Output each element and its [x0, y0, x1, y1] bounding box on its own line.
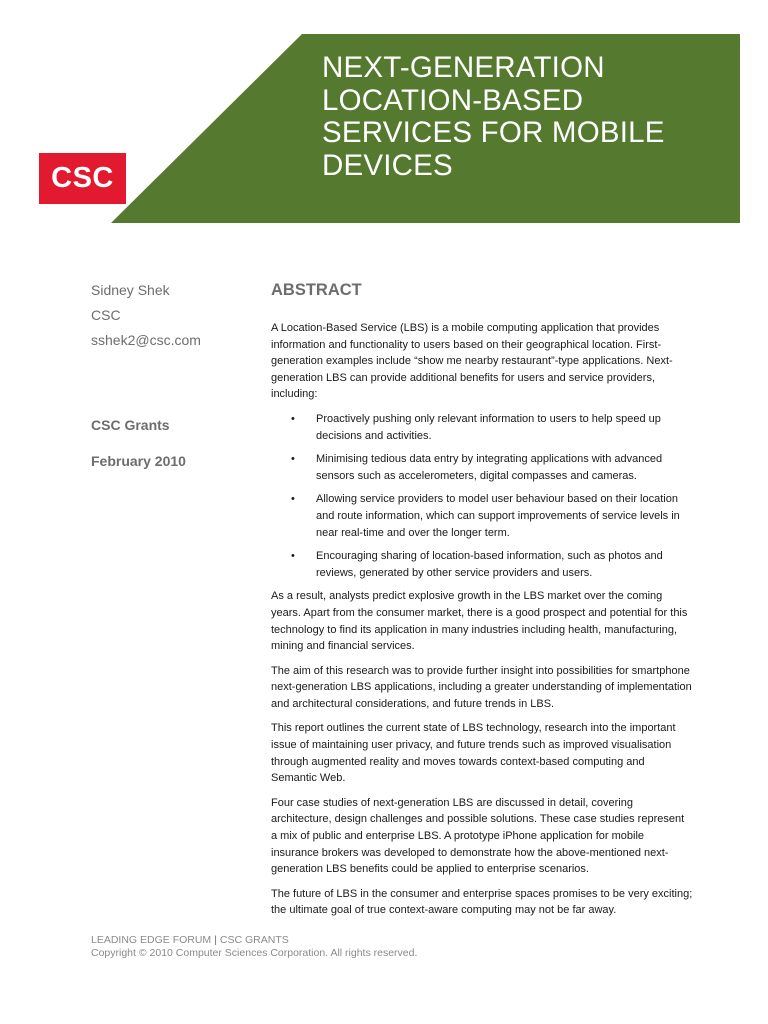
list-item — [271, 451, 693, 484]
csc-logo — [39, 153, 126, 204]
body-paragraph: This report outlines the current state of LBS technology, research into the important issue of maintaining user privacy, and future trends such as improved visualisation through augmented reality and moves towards context-based computing and Semantic Web. — [271, 722, 676, 785]
author-sidebar — [91, 278, 251, 469]
footer-grants: CSC GRANTS — [219, 934, 289, 946]
page-footer — [91, 934, 691, 960]
header-banner — [0, 0, 768, 240]
csc-logo-text: CSC — [51, 162, 114, 194]
benefits-list — [271, 411, 693, 581]
title-line-1: NEXT-GENERATION — [322, 51, 605, 84]
footer-copyright: Copyright © 2010 Computer Sciences Corporation. All rights reserved. — [91, 947, 418, 959]
publication-date: February 2010 — [91, 453, 186, 469]
list-item — [271, 548, 693, 581]
list-item-text: Minimising tedious data entry by integrating applications with advanced sensors such as accelerometers, digital compasses and cameras. — [316, 453, 663, 482]
document-title — [322, 52, 722, 182]
list-item-text: Encouraging sharing of location-based information, such as photos and reviews, generated by other service providers and users. — [316, 550, 663, 579]
author-email[interactable]: sshek2@csc.com — [91, 332, 201, 348]
body-paragraph: Four case studies of next-generation LBS are discussed in detail, covering architecture, design challenges and possible solutions. These case studies represent a mix of public and enterprise LBS. A prototype iPhone application for mobile insurance brokers was developed to demonstrate how the above-mentioned next-generation LBS benefits could be applied to enterprise scenarios. — [271, 796, 685, 876]
body-paragraph: The future of LBS in the consumer and enterprise spaces promises to be very exciting; the ultimate goal of true context-aware computing may not be far away. — [271, 887, 693, 917]
title-line-4: DEVICES — [322, 148, 453, 182]
author-name: Sidney Shek — [91, 282, 170, 298]
author-organization: CSC — [91, 307, 121, 323]
title-line-2: LOCATION-BASED — [322, 83, 584, 117]
bullet-icon: • — [291, 493, 295, 506]
list-item-text: Proactively pushing only relevant information to users to help speed up decisions and activities. — [316, 412, 661, 442]
program-name: CSC Grants — [91, 417, 170, 433]
bullet-icon: • — [291, 453, 295, 466]
body-paragraph: As a result, analysts predict explosive growth in the LBS market over the coming years. Apart from the consumer market, there is a good prospect and potential for this technology to find its application in many industries including health, manufacturing, mining and financial services. — [271, 590, 688, 653]
footer-forum: LEADING EDGE FORUM — [91, 934, 212, 946]
list-item — [271, 491, 693, 541]
title-line-3: SERVICES FOR MOBILE — [322, 116, 665, 149]
bullet-icon: • — [291, 550, 295, 563]
abstract-section — [271, 280, 693, 927]
body-paragraph: The aim of this research was to provide further insight into possibilities for smartphone next-generation LBS applications, including a greater understanding of implementation and architectural considerations, and future trends in LBS. — [271, 664, 692, 710]
list-item — [271, 411, 693, 444]
list-item-text: Allowing service providers to model user behaviour based on their location and route information, which can support improvements of service levels in near real-time and over the longer term. — [316, 493, 680, 539]
intro-paragraph: A Location-Based Service (LBS) is a mobile computing application that provides information and functionality to users based on their geographical location. First-generation examples include “show me nearby restaurant”-type applications. Next-generation LBS can provide additional benefits for users and service providers, including: — [271, 322, 673, 401]
bullet-icon: • — [291, 412, 295, 425]
abstract-heading: ABSTRACT — [271, 281, 362, 299]
footer-separator: | — [214, 934, 217, 946]
footer-series — [91, 934, 691, 947]
